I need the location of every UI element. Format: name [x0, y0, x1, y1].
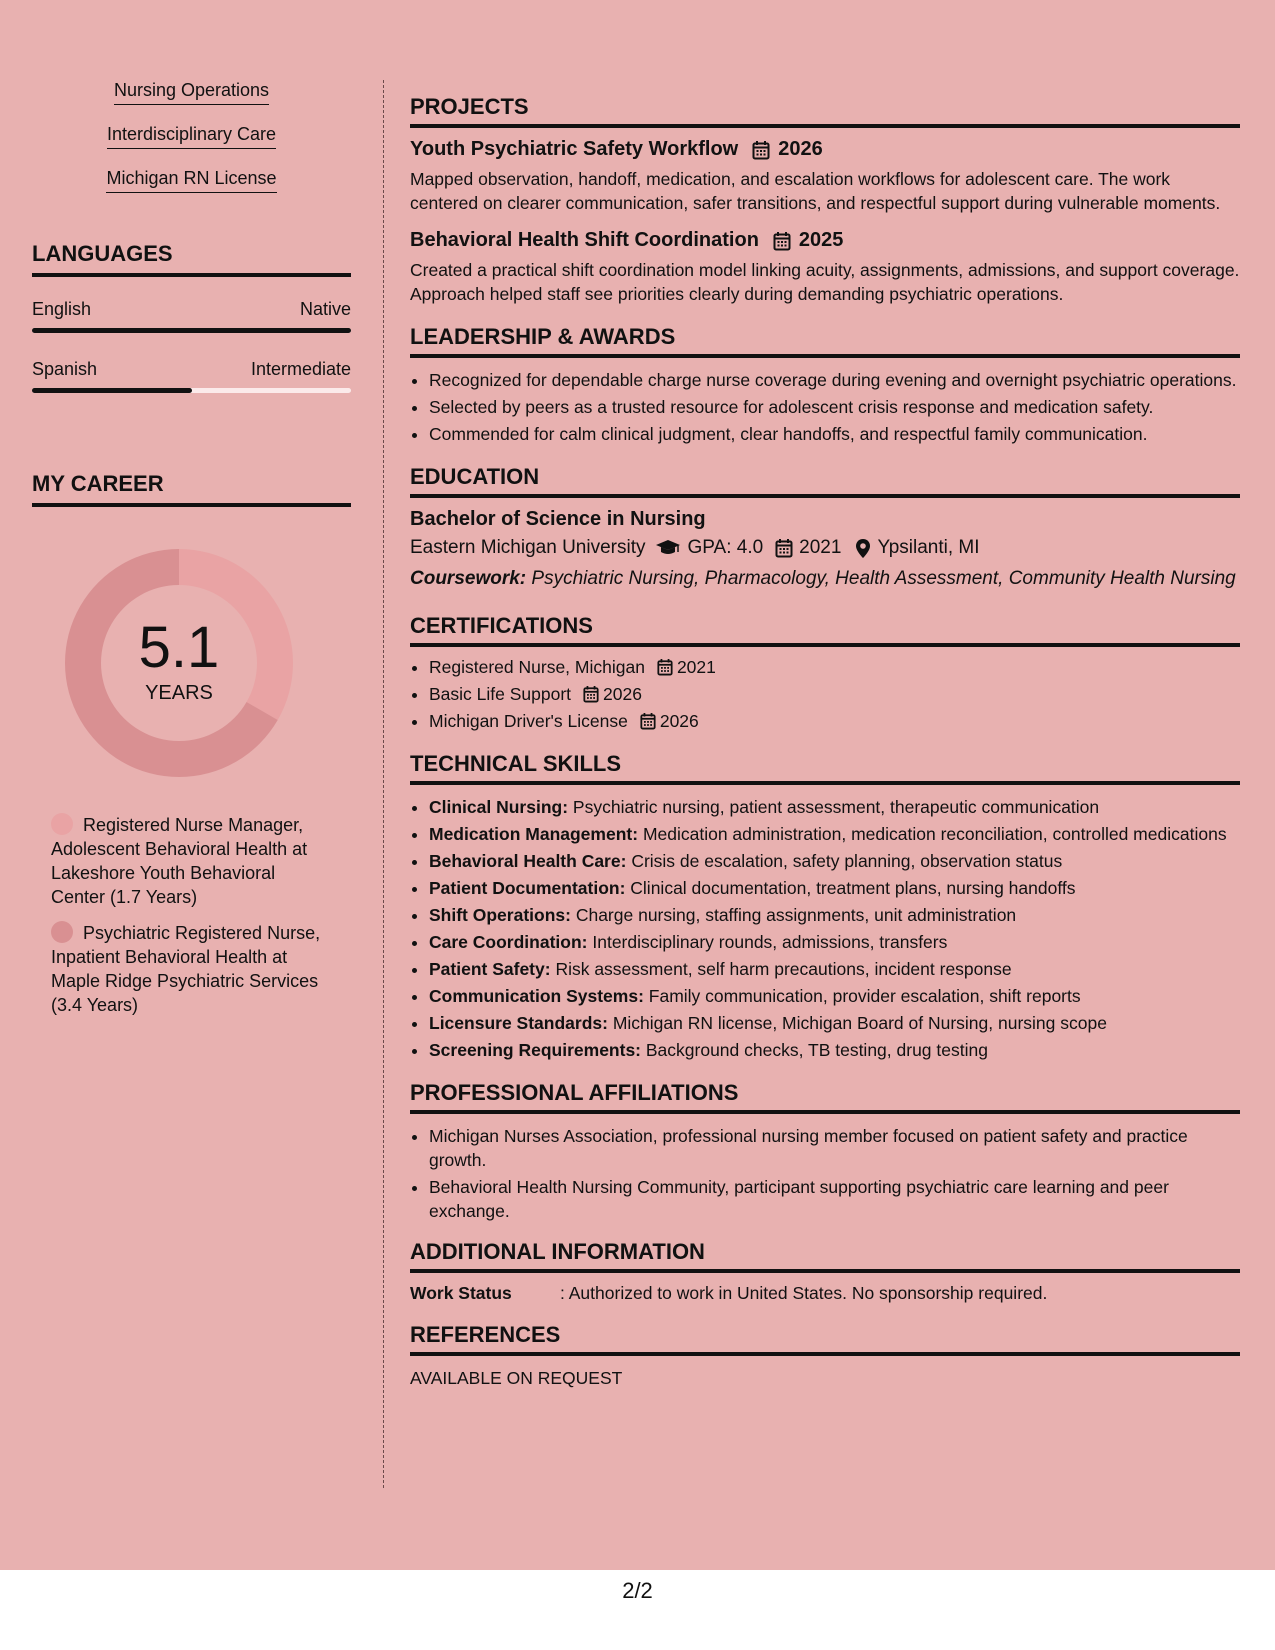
legend-dot	[51, 921, 73, 943]
graduation-year: 2021	[799, 537, 842, 558]
skill-text: Michigan RN license, Michigan Board of Nursing, nursing scope	[612, 1013, 1107, 1033]
project-description: Mapped observation, handoff, medication, and escalation workflows for adolescent care. The work centered on clearer communication, safer transitions, and respectful support during vulnerable moments.	[410, 169, 1221, 213]
coursework	[410, 567, 1240, 591]
skill-label: Shift Operations:	[429, 905, 571, 925]
language-bar-fill	[32, 328, 351, 333]
affiliations-section	[410, 1080, 1240, 1223]
skill-label: Patient Safety:	[429, 959, 551, 979]
skill-text: Risk assessment, self harm precautions, incident response	[555, 959, 1012, 979]
skill-text: Charge nursing, staffing assignments, unit administration	[575, 905, 1017, 925]
language-level: Intermediate	[250, 359, 351, 379]
skill-item	[429, 1011, 1240, 1035]
school-name: Eastern Michigan University	[410, 537, 646, 558]
career-legend	[51, 813, 331, 1017]
project-title: Youth Psychiatric Safety Workflow	[410, 138, 739, 160]
skill-label: Patient Documentation:	[429, 878, 626, 898]
calendar-icon	[640, 712, 656, 730]
certification-year: 2021	[676, 657, 716, 677]
calendar-icon	[773, 231, 791, 251]
skill-item	[429, 1038, 1240, 1062]
skills-section	[410, 751, 1240, 1062]
school-location: Ypsilanti, MI	[877, 537, 980, 558]
coursework-label: Coursework:	[410, 568, 527, 589]
additional-heading: ADDITIONAL INFORMATION	[410, 1239, 1240, 1273]
projects-heading: PROJECTS	[410, 94, 1240, 128]
project-title: Behavioral Health Shift Coordination	[410, 229, 759, 251]
coursework-list: Psychiatric Nursing, Pharmacology, Health Assessment, Community Health Nursing	[531, 568, 1236, 589]
education-section	[410, 464, 1240, 591]
skill-label: Clinical Nursing:	[429, 797, 569, 817]
project-item	[410, 138, 1240, 215]
career-unit: YEARS	[145, 681, 213, 704]
legend-dot	[51, 813, 73, 835]
skills-heading: TECHNICAL SKILLS	[410, 751, 1240, 785]
references-text: AVAILABLE ON REQUEST	[410, 1368, 623, 1388]
skill-label: Licensure Standards:	[429, 1013, 608, 1033]
language-bar-fill	[32, 388, 192, 393]
language-item	[32, 299, 351, 333]
education-heading: EDUCATION	[410, 464, 1240, 498]
list-item: • Recognized for dependable charge nurse coverage during evening and overnight psychiatric operations.	[429, 368, 1240, 392]
certifications-section	[410, 613, 1240, 733]
skill-text: Crisis de escalation, safety planning, observation status	[631, 851, 1063, 871]
list-item: • Commended for calm clinical judgment, clear handoffs, and respectful family communication.	[429, 422, 1240, 446]
project-description: Created a practical shift coordination model linking acuity, assignments, admissions, and support coverage. Approach helped staff see priorities clearly during demanding psychiatric operations.	[410, 260, 1240, 304]
career-heading: MY CAREER	[32, 471, 351, 507]
leadership-section	[410, 324, 1240, 446]
legend-label: Psychiatric Registered Nurse, Inpatient Behavioral Health at Maple Ridge Psychiatric Services (3.4 Years)	[51, 923, 321, 1015]
skill-item	[429, 930, 1240, 954]
skill-tag	[32, 80, 351, 105]
skill-text: Clinical documentation, treatment plans, nursing handoffs	[630, 878, 1076, 898]
skill-text: Background checks, TB testing, drug testing	[645, 1040, 988, 1060]
language-name: English	[32, 299, 92, 319]
certification-item	[429, 682, 1240, 706]
language-item	[32, 359, 351, 393]
skill-item	[429, 957, 1240, 981]
calendar-icon	[583, 685, 599, 703]
language-bar	[32, 328, 351, 333]
skill-tag	[32, 124, 351, 149]
skill-tag	[32, 168, 351, 193]
certification-name: • Registered Nurse, Michigan	[429, 657, 645, 677]
skill-item	[429, 984, 1240, 1008]
language-level: Native	[299, 299, 351, 319]
skill-tag-label: Interdisciplinary Care	[107, 124, 276, 149]
skill-text: Psychiatric nursing, patient assessment, therapeutic communication	[572, 797, 1100, 817]
skill-text: Medication administration, medication reconciliation, controlled medications	[642, 824, 1227, 844]
language-bar	[32, 388, 351, 393]
languages-heading: LANGUAGES	[32, 241, 351, 277]
skill-label: Screening Requirements:	[429, 1040, 641, 1060]
skill-tag-label: Michigan RN License	[106, 168, 276, 193]
certifications-heading: CERTIFICATIONS	[410, 613, 1240, 647]
degree-title: Bachelor of Science in Nursing	[410, 508, 706, 530]
skill-label: Behavioral Health Care:	[429, 851, 627, 871]
page-number: 2/2	[622, 1578, 653, 1603]
project-year: 2026	[778, 138, 823, 160]
legend-label: Registered Nurse Manager, Adolescent Behavioral Health at Lakeshore Youth Behavioral Center (1.7 Years)	[51, 815, 308, 907]
skill-item	[429, 822, 1240, 846]
certification-item	[429, 709, 1240, 733]
career-total: 5.1	[138, 614, 220, 680]
list-item: • Behavioral Health Nursing Community, participant supporting psychiatric care learning and peer exchange.	[429, 1175, 1240, 1223]
main-content	[410, 94, 1240, 1402]
certification-item	[429, 655, 1240, 679]
certification-name: • Michigan Driver's License	[429, 711, 628, 731]
references-section	[410, 1322, 1240, 1389]
project-year: 2025	[798, 229, 844, 251]
career-legend-item	[51, 921, 331, 1017]
list-item: • Selected by peers as a trusted resource for adolescent crisis response and medication safety.	[429, 395, 1240, 419]
sidebar	[32, 80, 351, 1029]
skill-label: Care Coordination:	[429, 932, 588, 952]
column-divider	[383, 80, 384, 1488]
calendar-icon	[775, 538, 793, 558]
affiliations-heading: PROFESSIONAL AFFILIATIONS	[410, 1080, 1240, 1114]
list-item: • Michigan Nurses Association, professional nursing member focused on patient safety and practice growth.	[429, 1124, 1240, 1172]
certification-year: 2026	[603, 684, 642, 704]
projects-section	[410, 94, 1240, 306]
skill-item	[429, 903, 1240, 927]
calendar-icon	[752, 140, 770, 160]
skill-text: Interdisciplinary rounds, admissions, transfers	[592, 932, 948, 952]
calendar-icon	[657, 658, 673, 676]
additional-section	[410, 1239, 1240, 1304]
career-donut-chart	[65, 549, 293, 777]
language-name: Spanish	[32, 359, 98, 379]
skill-item	[429, 849, 1240, 873]
certification-name: • Basic Life Support	[429, 684, 572, 704]
work-status-label: Work Status	[410, 1283, 512, 1303]
skill-label: Communication Systems:	[429, 986, 644, 1006]
career-legend-item	[51, 813, 331, 909]
location-pin-icon	[855, 538, 871, 559]
gpa: GPA: 4.0	[687, 537, 764, 558]
skill-text: Family communication, provider escalation, shift reports	[648, 986, 1081, 1006]
work-status-value: : Authorized to work in United States. No sponsorship required.	[560, 1283, 1048, 1303]
certification-year: 2026	[659, 711, 699, 731]
skill-tag-label: Nursing Operations	[114, 80, 269, 105]
leadership-heading: LEADERSHIP & AWARDS	[410, 324, 1240, 358]
skill-item	[429, 876, 1240, 900]
graduation-cap-icon	[655, 539, 681, 557]
skill-label: Medication Management:	[429, 824, 639, 844]
skill-item	[429, 795, 1240, 819]
project-item	[410, 229, 1240, 306]
references-heading: REFERENCES	[410, 1322, 1240, 1356]
